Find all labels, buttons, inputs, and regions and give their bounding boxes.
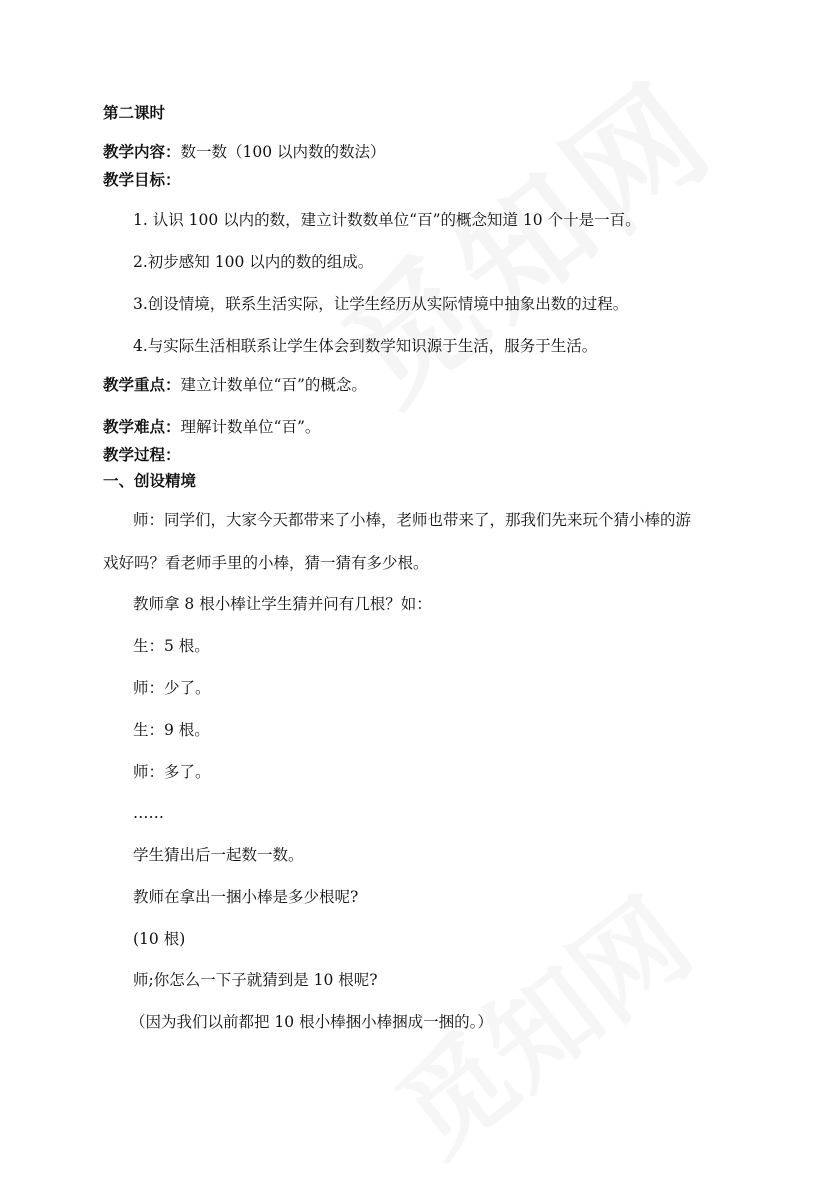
watermark-text — [300, 31, 746, 437]
teaching-content-label: 教学内容： — [103, 142, 181, 161]
paragraph: 师：同学们，大家今天都带来了小棒，老师也带来了，那我们先来玩个猜小棒的游 — [133, 511, 692, 529]
paragraph: 学生猜出后一起数一数。 — [133, 846, 304, 864]
paragraph: …… — [133, 804, 164, 822]
objective-item: 3.创设情境，联系生活实际，让学生经历从实际情境中抽象出数的过程。 — [133, 295, 629, 313]
teaching-content-text: 数一数（100 以内数的数法） — [180, 143, 386, 161]
key-point — [103, 375, 367, 395]
objective-item: 1. 认识 100 以内的数，建立计数数单位“百”的概念知道 10 个十是一百。 — [133, 211, 641, 229]
section-title: 一、创设精境 — [103, 471, 197, 490]
paragraph: 教师在拿出一捆小棒是多少根呢? — [133, 888, 359, 906]
paragraph: 生：5 根。 — [133, 637, 210, 655]
paragraph: 戏好吗？看老师手里的小棒，猜一猜有多少根。 — [103, 554, 429, 572]
difficulty-text: 理解计数单位“百”。 — [180, 418, 321, 436]
objectives-label: 教学目标： — [103, 170, 181, 189]
lesson-title: 第二课时 — [103, 103, 166, 122]
objective-item: 2.初步感知 100 以内的数的组成。 — [133, 253, 374, 271]
paragraph: 师：多了。 — [133, 763, 211, 781]
paragraph: (10 根) — [133, 930, 186, 948]
paragraph: 师;你怎么一下子就猜到是 10 根呢? — [133, 971, 378, 989]
difficulty-label: 教学难点： — [103, 417, 181, 436]
paragraph: 教师拿 8 根小棒让学生猜并问有几根？如： — [133, 595, 432, 613]
difficulty — [103, 417, 320, 437]
key-point-label: 教学重点： — [103, 375, 181, 394]
key-point-text: 建立计数单位“百”的概念。 — [180, 376, 367, 394]
teaching-content — [103, 142, 386, 162]
objective-item: 4.与实际生活相联系让学生体会到数学知识源于生活，服务于生活。 — [133, 337, 598, 355]
paragraph: （因为我们以前都把 10 根小棒捆小棒捆成一捆的。） — [130, 1013, 493, 1031]
paragraph: 师：少了。 — [133, 679, 211, 697]
process-label: 教学过程： — [103, 445, 181, 464]
paragraph: 生：9 根。 — [133, 721, 210, 739]
